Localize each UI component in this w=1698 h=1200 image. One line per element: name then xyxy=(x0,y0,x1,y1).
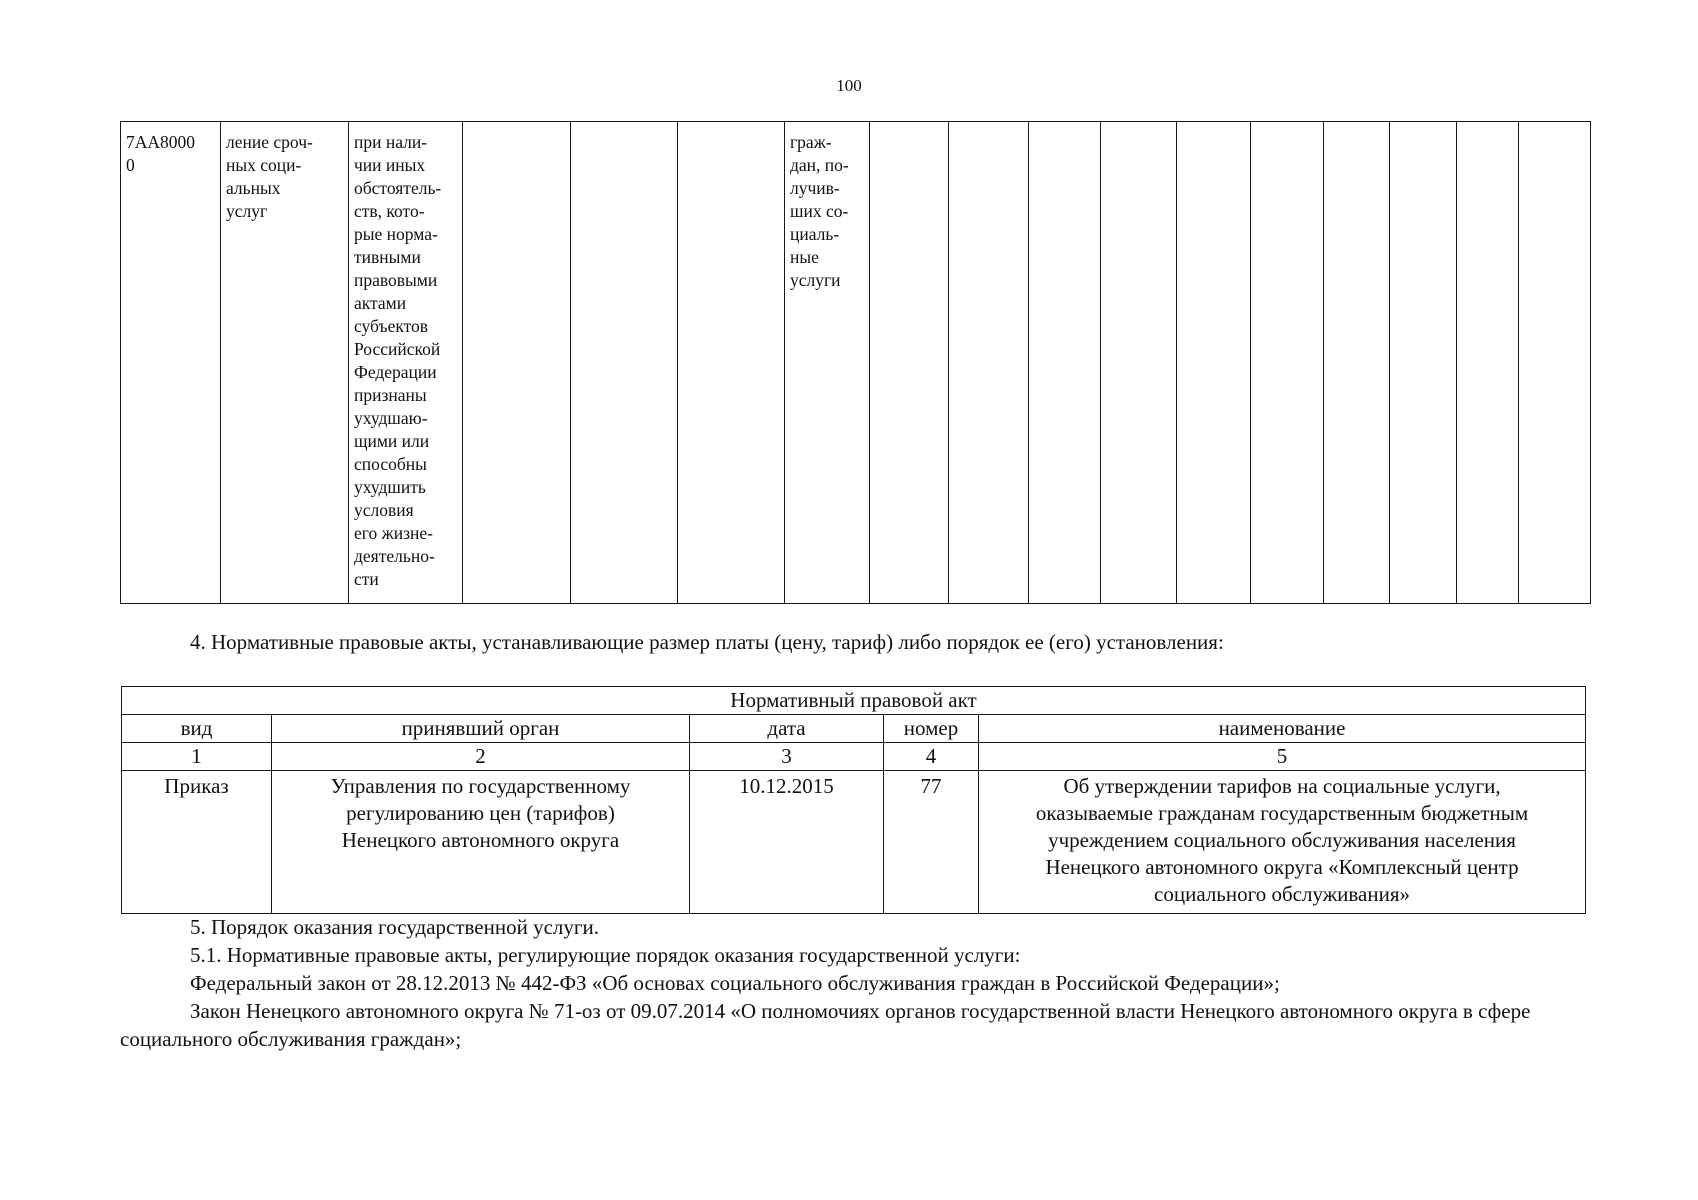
table-cell xyxy=(1029,122,1101,604)
column-number: 2 xyxy=(272,743,690,771)
table-header-row xyxy=(122,715,1586,743)
table-cell: при нали- чии иных обстоятель- ств, кото- рые норма- тивными правовыми актами субъектов Российской Федерации признаны ухудшаю- щими или способны ухудшить условия его жизне- деятельно- сти xyxy=(349,122,463,604)
table-cell xyxy=(571,122,678,604)
column-number-row xyxy=(122,743,1586,771)
table-cell xyxy=(678,122,785,604)
column-number: 1 xyxy=(122,743,272,771)
federal-law-paragraph: Федеральный закон от 28.12.2013 № 442-ФЗ «Об основах социального обслуживания граждан в Российской Федерации»; xyxy=(190,971,1280,995)
table-cell xyxy=(949,122,1029,604)
table-cell xyxy=(1177,122,1251,604)
table-cell xyxy=(1390,122,1457,604)
table-cell xyxy=(1457,122,1519,604)
table-cell xyxy=(1324,122,1390,604)
act-date: 10.12.2015 xyxy=(690,771,884,914)
table-cell xyxy=(1519,122,1591,604)
table-cell xyxy=(870,122,949,604)
table-row xyxy=(122,771,1586,914)
column-number: 3 xyxy=(690,743,884,771)
column-header-vid: вид xyxy=(122,715,272,743)
continuation-row xyxy=(121,122,1591,604)
table-cell: 7АА8000 0 xyxy=(121,122,221,604)
table-cell: граж- дан, по- лучив- ших со- циаль- ные услуги xyxy=(785,122,870,604)
section-5-1-heading: 5.1. Нормативные правовые акты, регулирующие порядок оказания государственной услуги: xyxy=(190,943,1021,967)
column-header-organ: принявший орган xyxy=(272,715,690,743)
table-cell xyxy=(1251,122,1324,604)
table-title-row xyxy=(122,687,1586,715)
act-type: Приказ xyxy=(122,771,272,914)
page-number: 100 xyxy=(836,76,862,95)
column-header-date: дата xyxy=(690,715,884,743)
act-issuing-body: Управления по государственному регулированию цен (тарифов) Ненецкого автономного округа xyxy=(272,771,690,914)
table-cell xyxy=(1101,122,1177,604)
column-header-number: номер xyxy=(884,715,979,743)
column-number: 4 xyxy=(884,743,979,771)
act-title: Об утверждении тарифов на социальные услуги, оказываемые гражданам государственным бюджетным учреждением социального обслуживания населения Ненецкого автономного округа «Комплексный центр социального обслуживания» xyxy=(979,771,1586,914)
act-number: 77 xyxy=(884,771,979,914)
table-cell: ление сроч- ных соци- альных услуг xyxy=(221,122,349,604)
section-5-heading: 5. Порядок оказания государственной услуги. xyxy=(190,915,599,939)
regional-law-paragraph: Закон Ненецкого автономного округа № 71-оз от 09.07.2014 «О полномочиях органов государственной власти Ненецкого автономного округа в сфере социального обслуживания граждан»; xyxy=(120,999,1531,1051)
table-cell xyxy=(463,122,571,604)
column-header-name: наименование xyxy=(979,715,1586,743)
normative-act-table xyxy=(121,686,1586,914)
section-4-heading: 4. Нормативные правовые акты, устанавливающие размер платы (цену, тариф) либо порядок ее (его) установления: xyxy=(190,630,1224,654)
continuation-table xyxy=(120,121,1591,604)
table-title: Нормативный правовой акт xyxy=(122,687,1586,715)
column-number: 5 xyxy=(979,743,1586,771)
